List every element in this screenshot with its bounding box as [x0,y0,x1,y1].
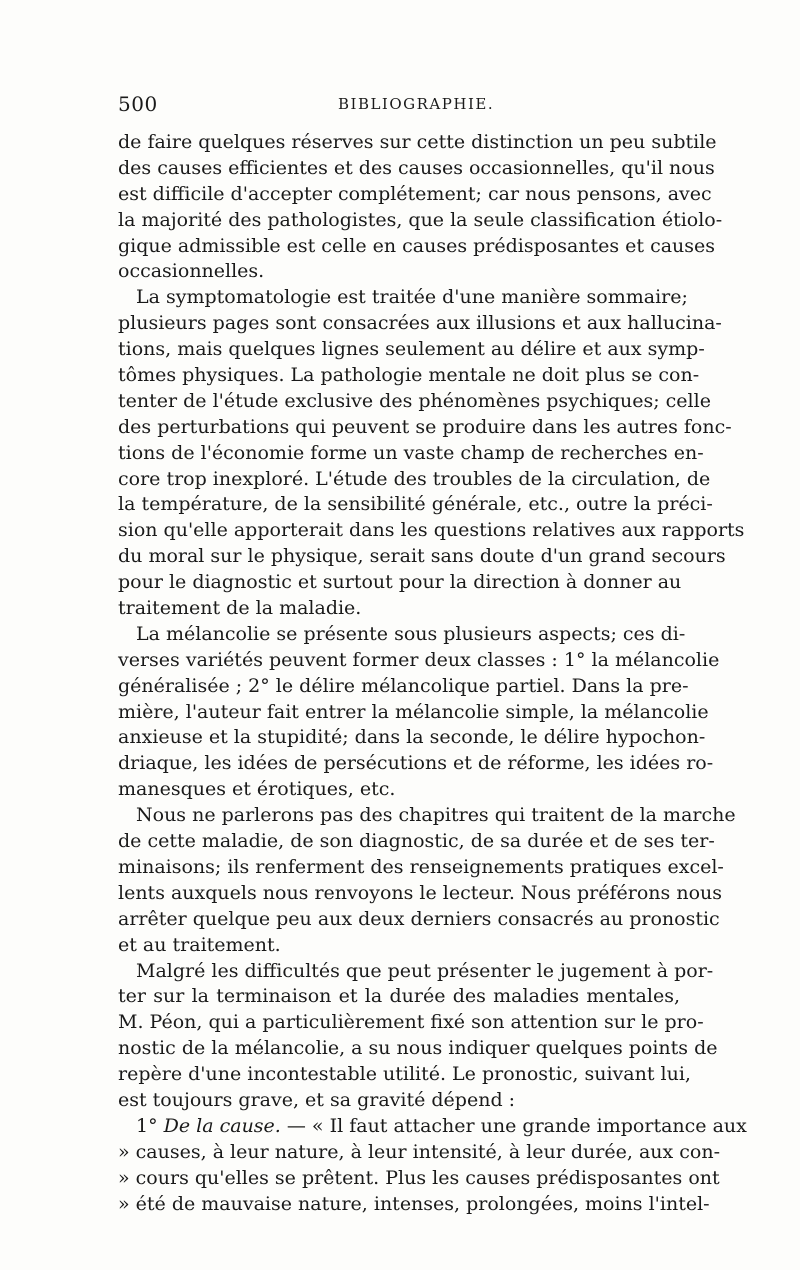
text-line: minaisons; ils renferment des renseignements pratiques excel- [118,855,724,878]
body-text [118,130,747,1217]
text-line: sion qu'elle apporterait dans les questions relatives aux rapports [118,519,745,542]
text-line: tenter de l'étude exclusive des phénomènes psychiques; celle [118,389,711,412]
text-line: des perturbations qui peuvent se produire dans les autres fonc- [118,415,732,438]
text-line: de faire quelques réserves sur cette distinction un peu subtile [118,131,717,153]
text-line: du moral sur le physique, serait sans doute d'un grand secours [118,545,726,568]
text-line: » été de mauvaise nature, intenses, prolongées, moins l'intel- [118,1192,710,1215]
text-line: occasionnelles. [118,260,265,283]
text-line: La symptomatologie est traitée d'une manière sommaire; [136,286,688,309]
text-line: anxieuse et la stupidité; dans la seconde, le délire hypochon- [118,726,706,749]
text-line: lents auxquels nous renvoyons le lecteur. Nous préférons nous [118,881,722,904]
text-line: tômes physiques. La pathologie mentale ne doit plus se con- [118,364,700,387]
text-line: traitement de la maladie. [118,597,362,620]
text-line: la majorité des pathologistes, que la seule classification étiolo- [118,208,723,231]
text-line: la température, de la sensibilité générale, etc., outre la préci- [118,493,713,516]
text-line: manesques et érotiques, etc. [118,778,396,801]
text-line: et au traitement. [118,933,281,956]
text-line: est difficile d'accepter complétement; car nous pensons, avec [118,182,712,205]
text-line: Malgré les difficultés que peut présenter le jugement à por- [136,959,714,982]
text-line: ter sur la terminaison et la durée des maladies mentales, [118,985,680,1008]
text-line: » cours qu'elles se prêtent. Plus les causes prédisposantes ont [118,1166,720,1189]
text-line: tions de l'économie forme un vaste champ de recherches en- [118,441,704,464]
text-line: tions, mais quelques lignes seulement au délire et aux symp- [118,338,705,361]
text-line: pour le diagnostic et surtout pour la direction à donner au [118,571,682,594]
page-number: 500 [118,92,158,116]
text-line: core trop inexploré. L'étude des troubles de la circulation, de [118,467,711,490]
text-line: driaque, les idées de persécutions et de réforme, les idées ro- [118,752,714,775]
text-line: 1° De la cause. — « Il faut attacher une grande importance aux [136,1114,747,1137]
text-line: nostic de la mélancolie, a su nous indiquer quelques points de [118,1037,718,1060]
text-line: gique admissible est celle en causes prédisposantes et causes [118,234,716,257]
text-line: M. Péon, qui a particulièrement fixé son attention sur le pro- [118,1011,704,1034]
text-line: est toujours grave, et sa gravité dépend : [118,1088,516,1111]
text-line: des causes efficientes et des causes occasionnelles, qu'il nous [118,156,715,179]
text-line: » causes, à leur nature, à leur intensité, à leur durée, aux con- [118,1140,720,1163]
text-line: Nous ne parlerons pas des chapitres qui traitent de la marche [136,804,736,827]
text-line: plusieurs pages sont consacrées aux illusions et aux hallucina- [118,312,722,335]
text-line: de cette maladie, de son diagnostic, de sa durée et de ses ter- [118,830,715,853]
text-line: repère d'une incontestable utilité. Le pronostic, suivant lui, [118,1063,691,1086]
text-line: généralisée ; 2° le délire mélancolique partiel. Dans la pre- [118,674,689,697]
text-line: arrêter quelque peu aux deux derniers consacrés au pronostic [118,907,720,930]
text-line: verses variétés peuvent former deux classes : 1° la mélancolie [118,648,720,671]
text-line: mière, l'auteur fait entrer la mélancolie simple, la mélancolie [118,700,709,723]
running-title: BIBLIOGRAPHIE. [338,95,495,113]
text-line: La mélancolie se présente sous plusieurs aspects; ces di- [136,622,686,645]
page-header [118,92,678,122]
